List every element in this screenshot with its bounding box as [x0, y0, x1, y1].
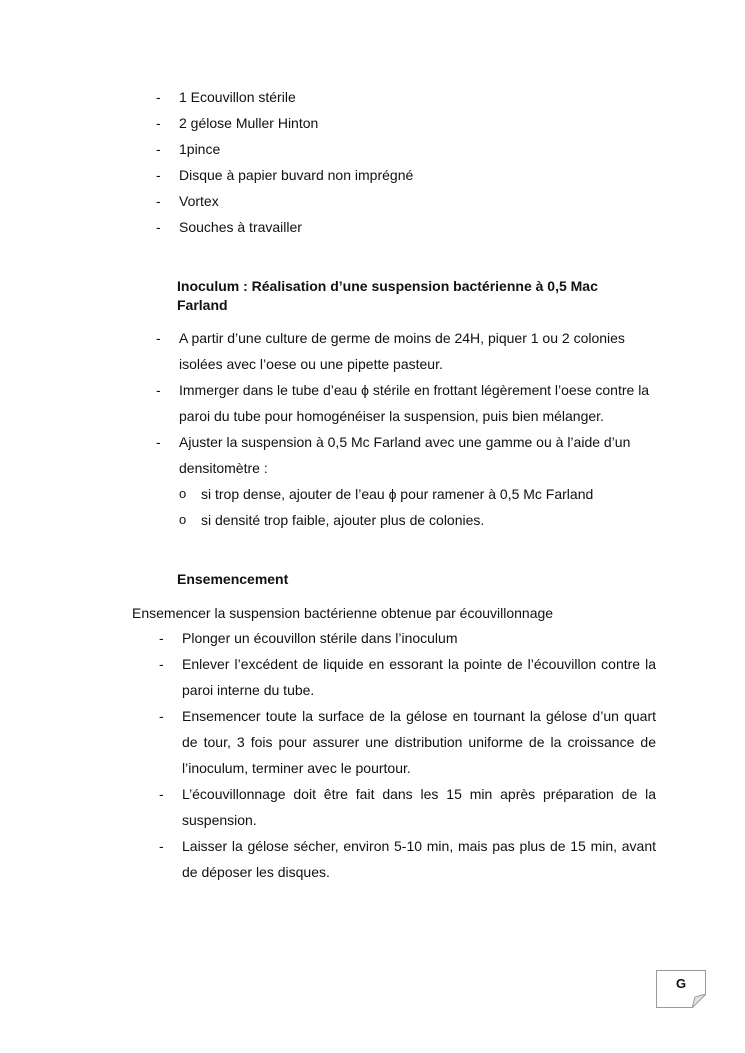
sub-step-text: si densité trop faible, ajouter plus de colonies.	[201, 512, 485, 528]
list-item	[156, 136, 656, 162]
list-item	[159, 651, 656, 703]
dash-bullet: -	[156, 89, 161, 105]
step-text: Ensemencer toute la surface de la gélose en tournant la gélose d’un quart de tour, 3 fois pour assurer une distribution uniforme de la croissance de l’inoculum, terminer avec le pourtour.	[182, 708, 656, 776]
material-text: Vortex	[179, 193, 219, 209]
step-text: Laisser la gélose sécher, environ 5-10 min, mais pas plus de 15 min, avant de déposer les disques.	[182, 838, 656, 880]
dash-bullet: -	[156, 193, 161, 209]
ensemencement-intro: Ensemencer la suspension bactérienne obtenue par écouvillonnage	[132, 605, 554, 621]
dash-bullet: -	[156, 219, 161, 235]
inoculum-steps	[156, 325, 656, 533]
list-item	[156, 188, 656, 214]
sub-list-item	[179, 481, 656, 507]
ensemencement-steps	[159, 625, 656, 885]
list-item	[156, 214, 656, 240]
ensemencement-heading: Ensemencement	[177, 571, 289, 587]
sub-list-item	[179, 507, 656, 533]
page-marker-badge	[656, 970, 706, 1008]
step-text: A partir d’une culture de germe de moins de 24H, piquer 1 ou 2 colonies isolées avec l’oese ou une pipette pasteur.	[179, 330, 625, 372]
dash-bullet: -	[156, 115, 161, 131]
dash-bullet: -	[159, 630, 164, 646]
step-text: Plonger un écouvillon stérile dans l’inoculum	[182, 630, 458, 646]
dash-bullet: -	[156, 167, 161, 183]
list-item	[156, 429, 656, 533]
list-item	[159, 781, 656, 833]
step-text: Immerger dans le tube d’eau ϕ stérile en frottant légèrement l’oese contre la paroi du tube pour homogénéiser la suspension, puis bien mélanger.	[179, 382, 650, 424]
list-item	[159, 625, 656, 651]
list-item	[156, 84, 656, 110]
material-text: 1pince	[179, 141, 221, 157]
list-item	[156, 325, 656, 377]
dash-bullet: -	[159, 786, 164, 802]
step-text: Enlever l’excédent de liquide en essorant la pointe de l’écouvillon contre la paroi interne du tube.	[182, 656, 656, 698]
step-text: Ajuster la suspension à 0,5 Mc Farland avec une gamme ou à l’aide d’un densitomètre :	[179, 434, 631, 476]
list-item	[159, 703, 656, 781]
list-item	[156, 162, 656, 188]
step-text: L’écouvillonnage doit être fait dans les 15 min après préparation de la suspension.	[182, 786, 656, 828]
material-text: Souches à travailler	[179, 219, 302, 235]
dash-bullet: -	[156, 141, 161, 157]
dash-bullet: -	[156, 434, 161, 450]
page-marker-label: G	[675, 976, 687, 991]
circle-bullet: o	[179, 486, 187, 501]
sub-step-text: si trop dense, ajouter de l’eau ϕ pour ramener à 0,5 Mc Farland	[201, 486, 594, 502]
inoculum-heading: Inoculum : Réalisation d’une suspension bactérienne à 0,5 Mac Farland	[177, 278, 598, 313]
dash-bullet: -	[159, 708, 164, 724]
folded-corner-icon	[692, 994, 706, 1008]
list-item	[156, 110, 656, 136]
dash-bullet: -	[156, 382, 161, 398]
material-text: Disque à papier buvard non imprégné	[179, 167, 414, 183]
material-text: 1 Ecouvillon stérile	[179, 89, 296, 105]
dash-bullet: -	[159, 656, 164, 672]
dash-bullet: -	[156, 330, 161, 346]
materials-list	[156, 84, 656, 240]
dash-bullet: -	[159, 838, 164, 854]
material-text: 2 gélose Muller Hinton	[179, 115, 319, 131]
circle-bullet: o	[179, 512, 187, 527]
list-item	[156, 377, 656, 429]
list-item	[159, 833, 656, 885]
